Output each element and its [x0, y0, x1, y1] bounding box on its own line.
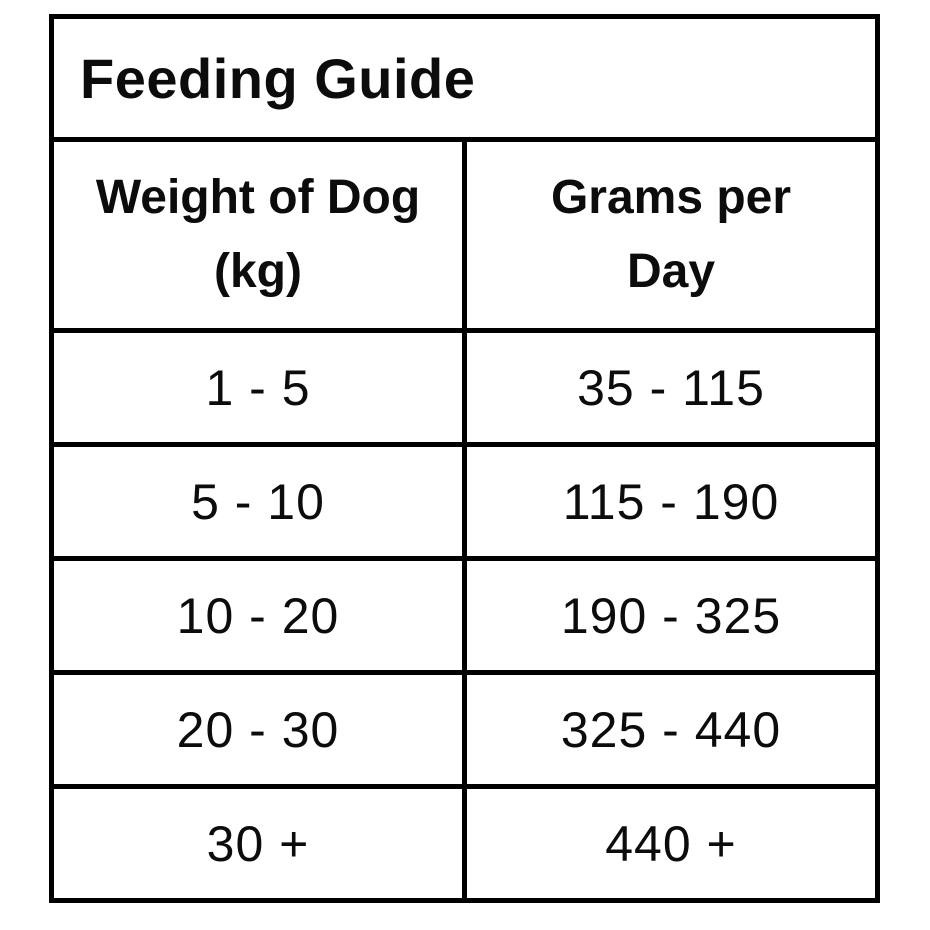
column-header-weight-line2: (kg) [214, 245, 302, 298]
table-header-row [52, 140, 878, 331]
grams-cell: 190 - 325 [465, 559, 878, 673]
weight-cell: 1 - 5 [52, 331, 465, 445]
table-row [52, 445, 878, 559]
weight-cell: 30 + [52, 787, 465, 901]
column-header-weight [52, 140, 465, 331]
feeding-guide-table [49, 14, 880, 903]
table-title: Feeding Guide [52, 17, 878, 140]
grams-cell: 440 + [465, 787, 878, 901]
table-row [52, 787, 878, 901]
table-title-row [52, 17, 878, 140]
table-row [52, 331, 878, 445]
table-row [52, 559, 878, 673]
column-header-grams [465, 140, 878, 331]
column-header-grams-line2: Day [626, 245, 716, 298]
column-header-weight-line1: Weight of Dog [95, 170, 421, 224]
table-row [52, 673, 878, 787]
grams-cell: 325 - 440 [465, 673, 878, 787]
grams-cell: 115 - 190 [465, 445, 878, 559]
data-table [49, 14, 880, 903]
column-header-grams-line1: Grams per [550, 170, 792, 224]
grams-cell: 35 - 115 [465, 331, 878, 445]
weight-cell: 10 - 20 [52, 559, 465, 673]
weight-cell: 5 - 10 [52, 445, 465, 559]
weight-cell: 20 - 30 [52, 673, 465, 787]
